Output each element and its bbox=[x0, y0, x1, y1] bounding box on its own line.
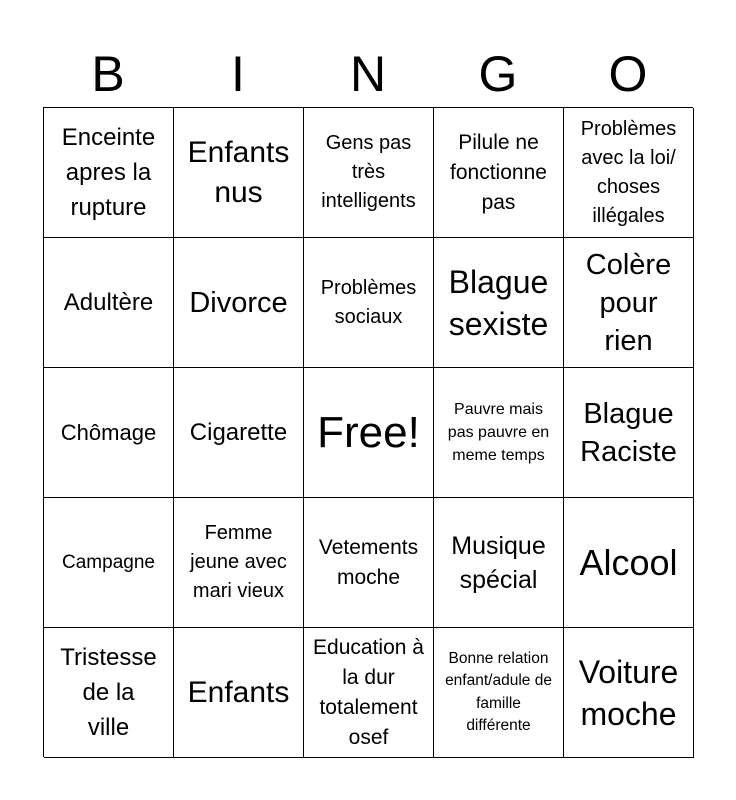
bingo-cell bbox=[304, 498, 434, 628]
bingo-cell bbox=[564, 238, 694, 368]
cell-text: Vetements moche bbox=[318, 535, 419, 589]
cell-text: Gens pas très intelligents bbox=[321, 132, 416, 212]
bingo-grid bbox=[43, 107, 693, 757]
cell-text: Colère pour rien bbox=[585, 248, 672, 357]
cell-text: Problèmes sociaux bbox=[320, 276, 417, 328]
cell-text: Cigarette bbox=[189, 419, 288, 446]
bingo-cell bbox=[174, 108, 304, 238]
bingo-cell bbox=[304, 108, 434, 238]
bingo-cell bbox=[434, 108, 564, 238]
bingo-cell bbox=[564, 368, 694, 498]
header-letter-i: I bbox=[231, 46, 245, 102]
cell-text: Enceinte apres la rupture bbox=[61, 124, 156, 221]
header-letter-n: N bbox=[349, 46, 387, 102]
bingo-cell bbox=[564, 628, 694, 758]
cell-text: Bonne relation enfant/adule de famille différente bbox=[445, 649, 552, 734]
cell-text: Pauvre mais pas pauvre en meme temps bbox=[447, 401, 550, 464]
bingo-cell bbox=[434, 628, 564, 758]
bingo-cell bbox=[564, 498, 694, 628]
cell-text: Voiture moche bbox=[578, 653, 679, 732]
cell-text: Education à la dur totalement osef bbox=[313, 635, 424, 749]
bingo-cell bbox=[44, 628, 174, 758]
bingo-cell-free bbox=[304, 368, 434, 498]
free-space-text: Free! bbox=[317, 407, 420, 457]
cell-text: Divorce bbox=[189, 286, 288, 319]
cell-text: Campagne bbox=[62, 551, 155, 573]
cell-text: Pilule ne fonctionne pas bbox=[450, 130, 547, 214]
header-letter-b: B bbox=[91, 46, 125, 102]
cell-text: Femme jeune avec mari vieux bbox=[190, 522, 287, 602]
bingo-cell bbox=[174, 238, 304, 368]
bingo-cell bbox=[44, 368, 174, 498]
cell-text: Blague sexiste bbox=[448, 263, 549, 342]
bingo-cell bbox=[304, 628, 434, 758]
cell-text: Enfants nus bbox=[187, 135, 290, 209]
bingo-header bbox=[43, 40, 693, 108]
bingo-cell bbox=[44, 108, 174, 238]
bingo-cell bbox=[434, 498, 564, 628]
header-letter-g: G bbox=[478, 46, 518, 102]
bingo-cell bbox=[564, 108, 694, 238]
header-letter-o: O bbox=[608, 46, 648, 102]
bingo-cell bbox=[44, 498, 174, 628]
cell-text: Problèmes avec la loi/ choses illégales bbox=[580, 117, 677, 227]
cell-text: Tristesse de la ville bbox=[60, 644, 157, 741]
cell-text: Blague Raciste bbox=[580, 397, 677, 468]
bingo-cell bbox=[174, 628, 304, 758]
bingo-cell bbox=[304, 238, 434, 368]
cell-text: Musique spécial bbox=[451, 531, 546, 594]
cell-text: Adultère bbox=[63, 289, 154, 316]
cell-text: Enfants bbox=[187, 675, 290, 709]
bingo-cell bbox=[434, 238, 564, 368]
cell-text: Alcool bbox=[579, 541, 678, 583]
cell-text: Chômage bbox=[60, 420, 157, 445]
bingo-cell bbox=[174, 498, 304, 628]
bingo-cell bbox=[44, 238, 174, 368]
bingo-cell bbox=[434, 368, 564, 498]
bingo-cell bbox=[174, 368, 304, 498]
